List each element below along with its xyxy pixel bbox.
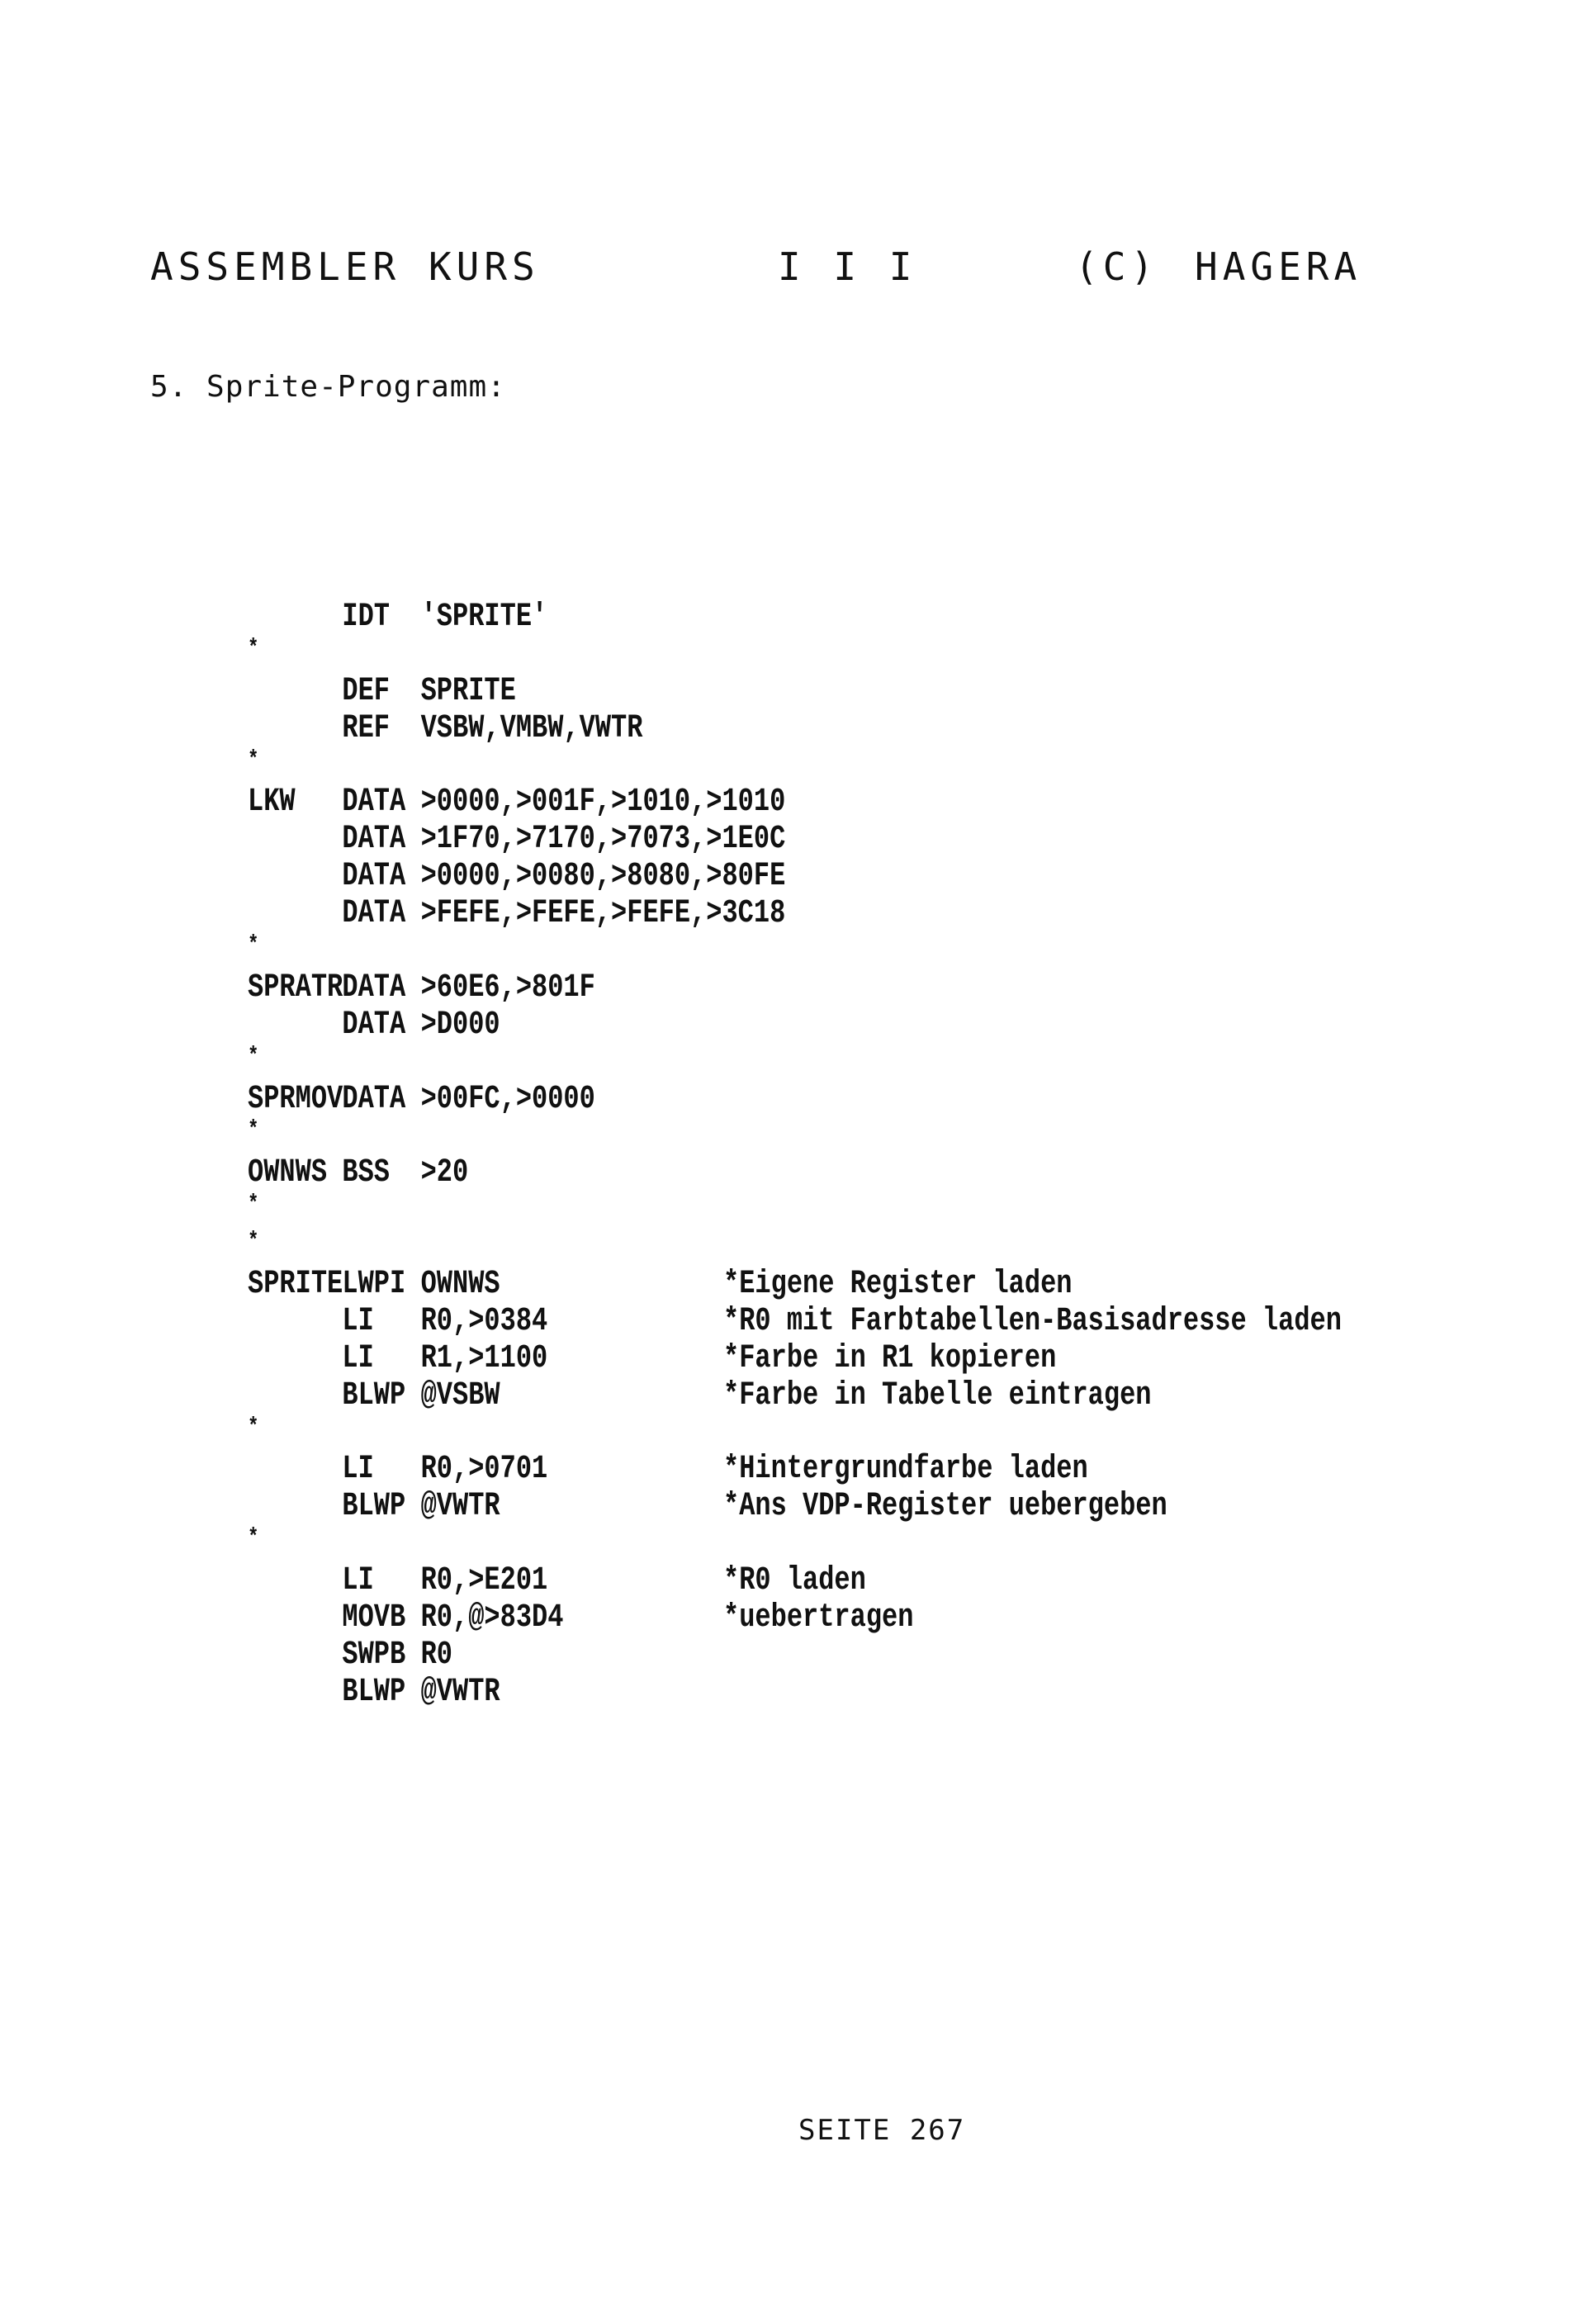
code-line [248, 1340, 1278, 1377]
code-operand: R0 [420, 1636, 453, 1674]
code-comment: *R0 mit Farbtabellen-Basisadresse laden [723, 1302, 1342, 1340]
page-header [150, 244, 1438, 289]
code-operand: >FEFE,>FEFE,>FEFE,>3C18 [420, 895, 786, 933]
code-mnemonic: DATA [342, 784, 406, 822]
code-line [248, 1637, 1278, 1674]
code-operand: VSBW,VMBW,VWTR [420, 709, 643, 747]
code-line [248, 1044, 1278, 1081]
code-operand: SPRITE [420, 672, 516, 710]
code-operand: >60E6,>801F [420, 969, 595, 1007]
code-line [248, 1007, 1278, 1044]
code-comment: *Hintergrundfarbe laden [723, 1451, 1088, 1489]
code-operand: R1,>1100 [420, 1339, 548, 1377]
code-line [248, 932, 1278, 969]
code-mnemonic: REF [342, 709, 391, 747]
code-operand: R0,>E201 [420, 1562, 548, 1600]
comment-marker: * [248, 746, 259, 773]
code-operand: >00FC,>0000 [420, 1080, 595, 1118]
code-comment: *Ans VDP-Register uebergeben [723, 1488, 1167, 1526]
code-comment: *Eigene Register laden [723, 1266, 1073, 1304]
code-label: SPRMOV [248, 1080, 343, 1118]
code-line [248, 599, 1278, 636]
code-operand: @VSBW [420, 1376, 500, 1414]
code-label: SPRATR [248, 969, 343, 1007]
code-operand: R0,>0701 [420, 1451, 548, 1489]
page-number: SEITE 267 [798, 2114, 966, 2147]
code-mnemonic: BLWP [342, 1376, 406, 1414]
code-mnemonic: LWPI [342, 1266, 406, 1304]
code-operand: @VWTR [420, 1488, 500, 1526]
code-line [248, 821, 1278, 858]
comment-marker: * [248, 1192, 259, 1218]
code-mnemonic: LI [342, 1562, 374, 1600]
code-comment: *uebertragen [723, 1599, 914, 1637]
code-comment: *R0 laden [723, 1562, 866, 1600]
code-line [248, 1414, 1278, 1452]
code-line [248, 1266, 1278, 1303]
code-operand: R0,>0384 [420, 1302, 548, 1340]
code-mnemonic: LI [342, 1451, 374, 1489]
code-line [248, 1229, 1278, 1266]
code-mnemonic: DATA [342, 1006, 406, 1044]
code-mnemonic: DATA [342, 821, 406, 859]
code-mnemonic: BSS [342, 1154, 391, 1192]
code-line [248, 1192, 1278, 1229]
header-volume: I I I [778, 244, 917, 289]
code-label: SPRITE [248, 1266, 343, 1304]
comment-marker: * [248, 635, 259, 661]
code-operand: >D000 [420, 1006, 500, 1044]
section-heading: 5. Sprite-Programm: [150, 370, 506, 404]
code-line [248, 1674, 1278, 1711]
code-line [248, 1154, 1278, 1192]
code-line [248, 1081, 1278, 1118]
code-line [248, 1562, 1278, 1599]
comment-marker: * [248, 1043, 259, 1069]
code-operand: >20 [420, 1154, 469, 1192]
code-mnemonic: IDT [342, 599, 391, 636]
code-line [248, 784, 1278, 821]
header-title: ASSEMBLER KURS [150, 244, 540, 289]
comment-marker: * [248, 1117, 259, 1144]
header-copyright: (C) [1075, 244, 1159, 289]
code-operand: >0000,>0080,>8080,>80FE [420, 858, 786, 896]
comment-marker: * [248, 1229, 259, 1255]
code-mnemonic: LI [342, 1339, 374, 1377]
code-line [248, 895, 1278, 932]
code-mnemonic: DATA [342, 895, 406, 933]
code-line [248, 1302, 1342, 1340]
code-line [248, 969, 1278, 1007]
code-label: LKW [248, 784, 296, 822]
code-line [248, 1451, 1278, 1488]
code-mnemonic: DEF [342, 672, 391, 710]
code-mnemonic: MOVB [342, 1599, 406, 1637]
code-line [248, 858, 1278, 895]
code-operand: @VWTR [420, 1673, 500, 1711]
code-listing [248, 599, 1342, 1711]
code-mnemonic: BLWP [342, 1673, 406, 1711]
header-author: HAGERA [1195, 244, 1362, 289]
code-operand: >1F70,>7170,>7073,>1E0C [420, 821, 786, 859]
code-line [248, 1525, 1278, 1562]
code-operand: 'SPRITE' [420, 599, 548, 636]
code-mnemonic: BLWP [342, 1488, 406, 1526]
code-line [248, 1488, 1278, 1525]
code-line [248, 710, 1278, 747]
code-comment: *Farbe in R1 kopieren [723, 1339, 1057, 1377]
code-line [248, 673, 1278, 710]
code-line [248, 636, 1278, 673]
code-label: OWNWS [248, 1154, 328, 1192]
code-comment: *Farbe in Tabelle eintragen [723, 1376, 1152, 1414]
code-line [248, 1599, 1278, 1637]
comment-marker: * [248, 1414, 259, 1440]
code-operand: R0,@>83D4 [420, 1599, 564, 1637]
comment-marker: * [248, 932, 259, 959]
comment-marker: * [248, 1525, 259, 1552]
code-operand: >0000,>001F,>1010,>1010 [420, 784, 786, 822]
code-mnemonic: SWPB [342, 1636, 406, 1674]
code-line [248, 1377, 1278, 1414]
code-mnemonic: DATA [342, 1080, 406, 1118]
code-line [248, 747, 1278, 784]
code-mnemonic: DATA [342, 969, 406, 1007]
code-mnemonic: DATA [342, 858, 406, 896]
code-operand: OWNWS [420, 1266, 500, 1304]
code-line [248, 1117, 1278, 1154]
code-mnemonic: LI [342, 1302, 374, 1340]
